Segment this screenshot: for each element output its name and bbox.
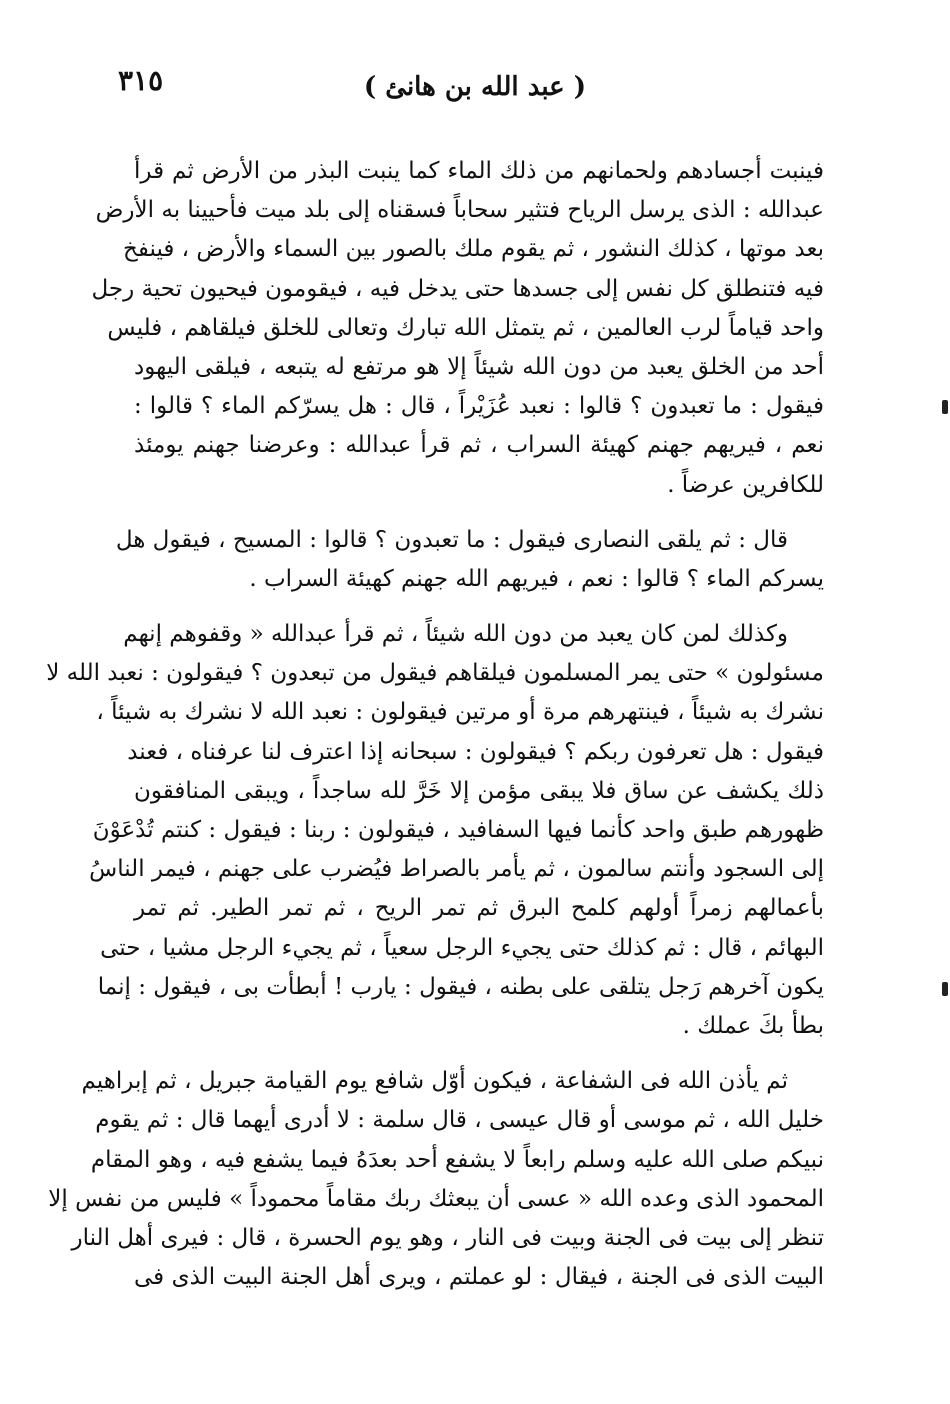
paragraph-4: [48, 1062, 824, 1297]
text-line: خليل الله ، ثم موسى أو قال عيسى ، قال سلمة : لا أدرى أيهما قال : ثم يقوم: [95, 1107, 824, 1134]
text-line: مسئولون » حتى يمر المسلمون فيلقاهم فيقول من تبعدون ؟ فيقولون : نعبد الله لا: [46, 660, 824, 687]
text-line: بعد موتها ، كذلك النشور ، ثم يقوم ملك بالصور بين السماء والأرض ، فينفخ: [123, 236, 824, 263]
text-line: نشرك به شيئاً ، فينتهرهم مرة أو مرتين فيقولون : نعبد الله لا نشرك به شيئاً ،: [96, 699, 824, 726]
text-line: قال : ثم يلقى النصارى فيقول : ما تعبدون ؟ قالوا : المسيح ، فيقول هل: [115, 526, 788, 553]
text-line: فيقول : ما تعبدون ؟ قالوا : نعبد عُزَيْراً ، قال : هل يسرّكم الماء ؟ قالوا :: [134, 393, 824, 420]
text-line: عبدالله : الذى يرسل الرياح فتثير سحاباً فسقناه إلى بلد ميت فأحيينا به الأرض: [95, 197, 824, 224]
running-title: ( عبد الله بن هانئ ): [363, 72, 587, 102]
text-line: إلى السجود وأنتم سالمون ، ثم يأمر بالصراط فيُضرب على جهنم ، فيمر الناسُ: [89, 856, 824, 883]
text-line: يكون آخرهم رَجل يتلقى على بطنه ، فيقول : يارب ! أبطأت بى ، فيقول : إنما: [97, 973, 824, 1000]
text-line: البيت الذى فى الجنة ، فيقال : لو عملتم ، ويرى أهل الجنة البيت الذى فى: [134, 1264, 824, 1291]
text-line: البهائم ، قال : ثم كذلك حتى يجيء الرجل سعياً ، ثم يجيء الرجل مشيا ، حتى: [100, 934, 824, 961]
paragraph-3: [46, 615, 824, 1046]
text-line: ظهورهم طبق واحد كأنما فيها السفافيد ، فيقولون : ربنا : فيقول : كنتم تُدْعَوْنَ: [92, 817, 824, 843]
text-line: يسركم الماء ؟ قالوا : نعم ، فيريهم الله جهنم كهيئة السراب .: [249, 565, 824, 592]
text-line: واحد قياماً لرب العالمين ، ثم يتمثل الله تبارك وتعالى للخلق فيلقاهم ، فليس: [107, 314, 824, 341]
text-line: فيقول : هل تعرفون ربكم ؟ فيقولون : سبحانه إذا اعترف لنا عرفناه ، فعند: [127, 738, 824, 765]
paragraph-2: [115, 521, 824, 599]
text-line: نعم ، فيريهم جهنم كهيئة السراب ، ثم قرأ عبدالله : وعرضنا جهنم يومئذ: [134, 432, 824, 459]
text-line: ثم يأذن الله فى الشفاعة ، فيكون أوّل شافع يوم القيامة جبريل ، ثم إبراهيم: [81, 1068, 788, 1095]
text-line: نبيكم صلى الله عليه وسلم رابعاً لا يشفع أحد بعدَهُ فيما يشفع فيه ، وهو المقام: [90, 1146, 824, 1173]
text-line: تنظر إلى بيت فى الجنة وبيت فى النار ، وهو يوم الحسرة ، قال : فيرى أهل النار: [71, 1224, 824, 1251]
page-number: ٣١٥: [118, 64, 164, 97]
text-line: ذلك يكشف عن ساق فلا يبقى مؤمن إلا خَرَّ لله ساجداً ، ويبقى المنافقون: [134, 777, 824, 804]
body-text: [46, 152, 824, 1297]
text-line: أحد من الخلق يعبد من دون الله شيئاً إلا هو مرتفع له يتبعه ، فيلقى اليهود: [134, 353, 824, 380]
scan-mark: [942, 982, 948, 996]
text-line: وكذلك لمن كان يعبد من دون الله شيئاً ، ثم قرأ عبدالله « وقفوهم إنهم: [123, 621, 788, 648]
text-line: فيه فتنطلق كل نفس إلى جسدها حتى يدخل فيه ، فيقومون فيحيون تحية رجل: [91, 275, 824, 302]
text-line: بأعمالهم زمراً أولهم كلمح البرق ثم تمر الريح ، ثم تمر الطير. ثم تمر: [134, 895, 824, 922]
scan-mark: [942, 400, 948, 414]
text-line: المحمود الذى وعده الله « عسى أن يبعثك ربك مقاماً محموداً » فليس من نفس إلا: [48, 1185, 824, 1212]
text-line: فينبت أجسادهم ولحمانهم من ذلك الماء كما ينبت البذر من الأرض ثم قرأ: [134, 158, 824, 184]
paragraph-1: [91, 152, 824, 505]
text-line: للكافرين عرضاً .: [667, 471, 824, 498]
text-line: بطأ بكَ عملك .: [682, 1012, 824, 1039]
